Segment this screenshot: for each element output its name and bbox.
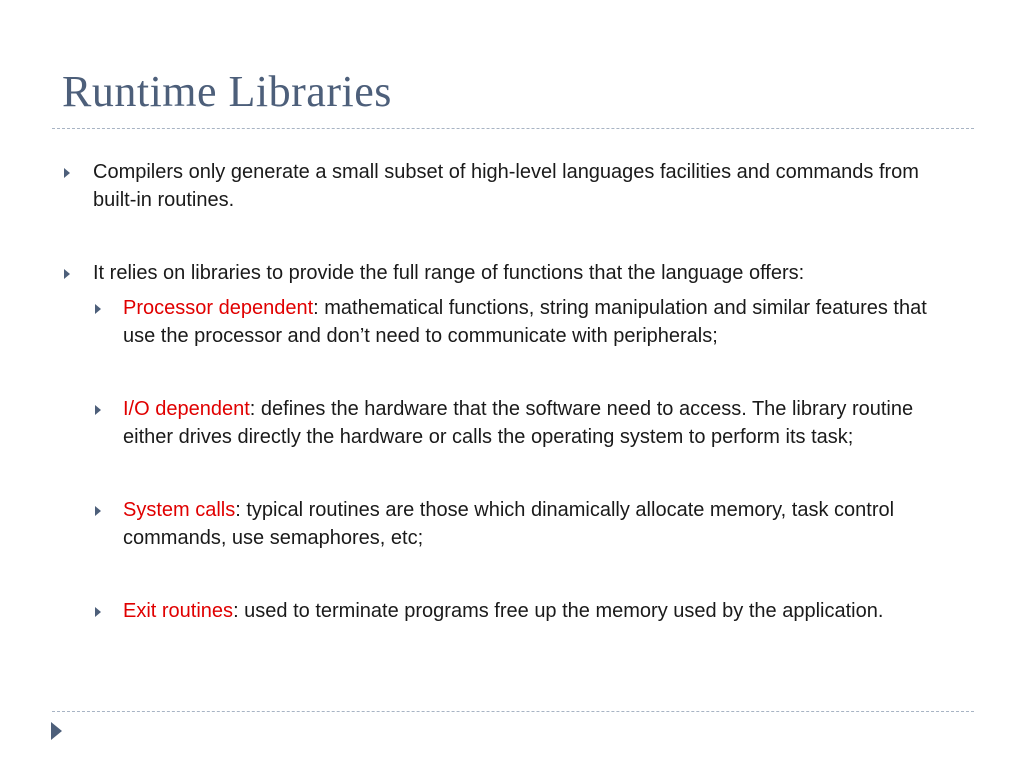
list-item bbox=[62, 259, 962, 287]
term-highlight: Exit routines bbox=[123, 600, 234, 622]
bullet-list bbox=[62, 158, 962, 625]
term-highlight: System calls bbox=[123, 499, 236, 521]
sub-list-item-text: : typical routines are those which dinamically allocate memory, task control commands, use semaphores, etc; bbox=[123, 499, 895, 549]
slide-title: Runtime Libraries bbox=[62, 67, 392, 116]
list-item bbox=[62, 158, 962, 214]
triangle-bullet-icon bbox=[95, 405, 101, 415]
triangle-bullet-icon bbox=[95, 304, 101, 314]
sub-list-item-text: : defines the hardware that the software need to access. The library routine either drives directly the hardware or calls the operating system to perform its task; bbox=[123, 398, 914, 448]
triangle-bullet-icon bbox=[64, 269, 70, 279]
triangle-bullet-icon bbox=[64, 168, 70, 178]
term-highlight: I/O dependent bbox=[123, 398, 250, 420]
sub-list-item bbox=[62, 597, 962, 625]
sub-list-item-text: : mathematical functions, string manipulation and similar features that use the processor and don’t need to communicate with peripherals; bbox=[123, 297, 927, 347]
triangle-bullet-icon bbox=[95, 607, 101, 617]
footer-divider bbox=[52, 711, 974, 712]
list-item-text: It relies on libraries to provide the full range of functions that the language offers: bbox=[93, 262, 805, 284]
sub-list-item bbox=[62, 294, 962, 350]
triangle-bullet-icon bbox=[95, 506, 101, 516]
sub-list-item bbox=[62, 395, 962, 451]
title-divider bbox=[52, 128, 974, 129]
sub-list-item-text: : used to terminate programs free up the memory used by the application. bbox=[233, 600, 884, 622]
list-item-text: Compilers only generate a small subset of high-level languages facilities and commands from built-in routines. bbox=[93, 161, 919, 211]
term-highlight: Processor dependent bbox=[123, 297, 314, 319]
next-slide-arrow-icon[interactable] bbox=[51, 722, 62, 740]
sub-list-item bbox=[62, 496, 962, 552]
